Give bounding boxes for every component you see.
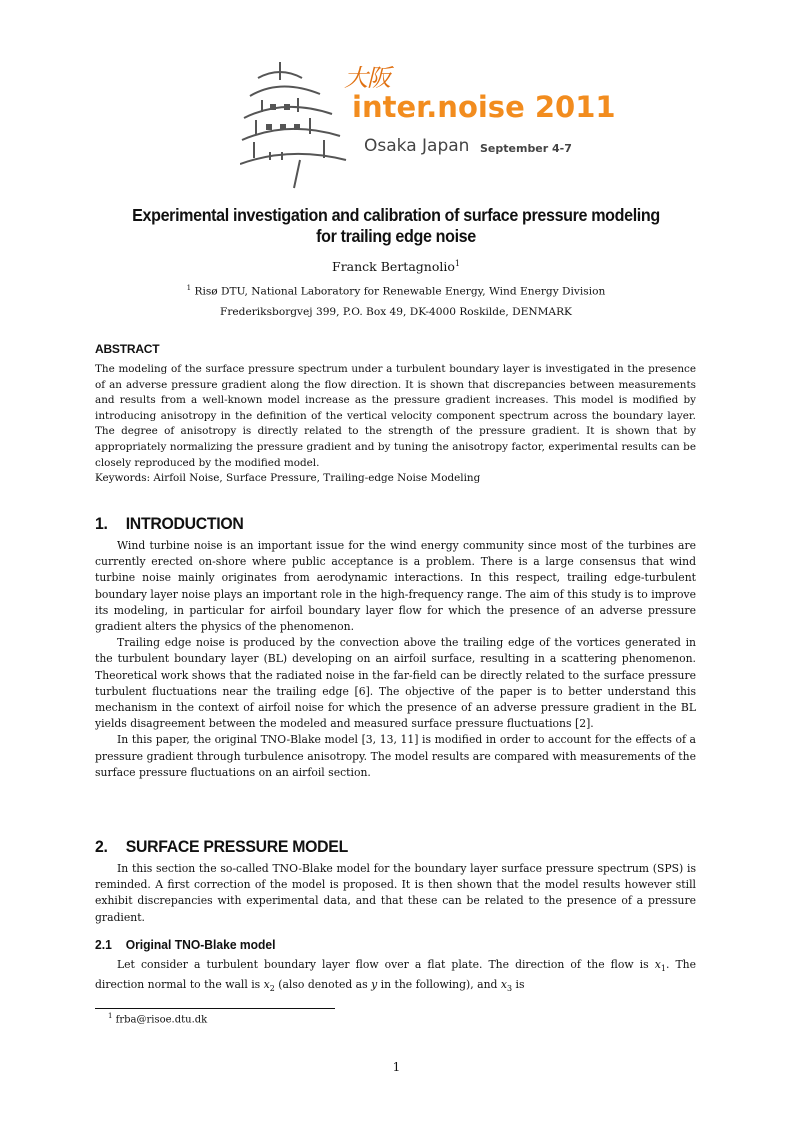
abstract-body: The modeling of the surface pressure spectrum under a turbulent boundary layer is investigated in the presence of an adverse pressure gradient along the flow direction. It is shown that discrepancies between measurements and results from a well-known model increase as the pressure gradient increases. This model is modified by introducing anisotropy in the definition of the vertical velocity component spectrum across the boundary layer. The degree of anisotropy is directly related to the strength of the pressure gradient. It is shown that by appropriately normalizing the pressure gradient and by tuning the anisotropy factor, experimental results can be closely reproduced by the modified model. [95,363,696,469]
footnote [108,1012,207,1025]
logo-city: Osaka Japan [364,136,470,156]
affiliation-text-1: Risø DTU, National Laboratory for Renewable Energy, Wind Energy Division [194,285,606,298]
section-title: INTRODUCTION [125,514,244,533]
subsection21-body [95,957,696,998]
keywords: Keywords: Airfoil Noise, Surface Pressure, Trailing-edge Noise Modeling [95,472,481,485]
affiliation-line-1 [96,284,696,298]
subsection-title: Original TNO-Blake model [125,937,276,952]
footnote-rule [95,1008,335,1009]
intro-paragraph-3: In this paper, the original TNO-Blake model [3, 13, 11] is modified in order to account for the effects of a pressure gradient through turbulence anisotropy. The model results are compared with measurements of the surface pressure fluctuations on an airfoil section. [95,733,696,779]
paper-title [120,205,672,247]
intro-paragraph-2: Trailing edge noise is produced by the convection above the trailing edge of the vortices generated in the turbulent boundary layer (BL) developing on an airfoil surface, resulting in a scattering phenomenon. Theoretical work shows that the radiated noise in the far-field can be directly related to the surface pressure turbulent fluctuations near the trailing edge [6]. The objective of the paper is to better understand this mechanism in the context of airfoil noise for which the presence of an adverse pressure gradient in the BL yields disagreement between the modeled and measured surface pressure fluctuations [2]. [95,636,696,731]
abstract-heading: ABSTRACT [95,342,160,356]
logo-dates: September 4-7 [480,142,572,155]
affiliation-mark: 1 [186,284,192,292]
author [96,259,696,274]
page-number: 1 [392,1060,401,1074]
subsection21-paragraph-1: Let consider a turbulent boundary layer flow over a flat plate. The direction of the flow is $x_1$. The direction normal to the wall is $x_2$ (also denoted as y in the following), and $x_3$ is [95,958,696,994]
intro-paragraph-1: Wind turbine noise is an important issue for the wind energy community since most of the turbines are currently erected on-shore where public acceptance is a problem. There is a large consensus that wind turbine noise mainly originates from aerodynamic interactions. In this respect, trailing edge-turbulent boundary layer noise plays an important role in the high-frequency range. The aim of this study is to improve its modeling, in particular for airfoil boundary layer flow for which the presence of an adverse pressure gradient alters the physics of the phenomenon. [95,539,696,634]
logo-title: inter.noise 2011 [352,90,616,124]
author-mark: 1 [454,259,460,268]
section-title: SURFACE PRESSURE MODEL [125,837,348,856]
section-heading-surface-pressure-model [95,837,348,857]
abstract-text [95,362,696,487]
logo-kanji: 大阪 [344,64,390,92]
section-number: 2. [95,837,108,856]
footnote-email[interactable]: frba@risoe.dtu.dk [115,1014,208,1026]
subsection-heading-tno-blake [95,937,276,952]
introduction-body [95,538,696,781]
title-line-1: Experimental investigation and calibration of surface pressure modeling [132,205,660,225]
affiliation-line-2: Frederiksborgvej 399, P.O. Box 49, DK-4000 Roskilde, DENMARK [220,306,572,318]
section-heading-introduction [95,514,244,534]
section-number: 1. [95,514,108,533]
subsection-number: 2.1 [95,937,112,952]
footnote-mark: 1 [108,1012,113,1020]
title-line-2: for trailing edge noise [316,226,476,246]
author-name: Franck Bertagnolio [332,259,455,275]
conference-logo [240,48,616,193]
section2-body [95,861,696,926]
section2-paragraph-1: In this section the so-called TNO-Blake model for the boundary layer surface pressure spectrum (SPS) is reminded. A first correction of the model is proposed. It is then shown that the model results however still exhibit discrepancies with experimental data, and that these can be related to the presence of a pressure gradient. [95,862,696,924]
